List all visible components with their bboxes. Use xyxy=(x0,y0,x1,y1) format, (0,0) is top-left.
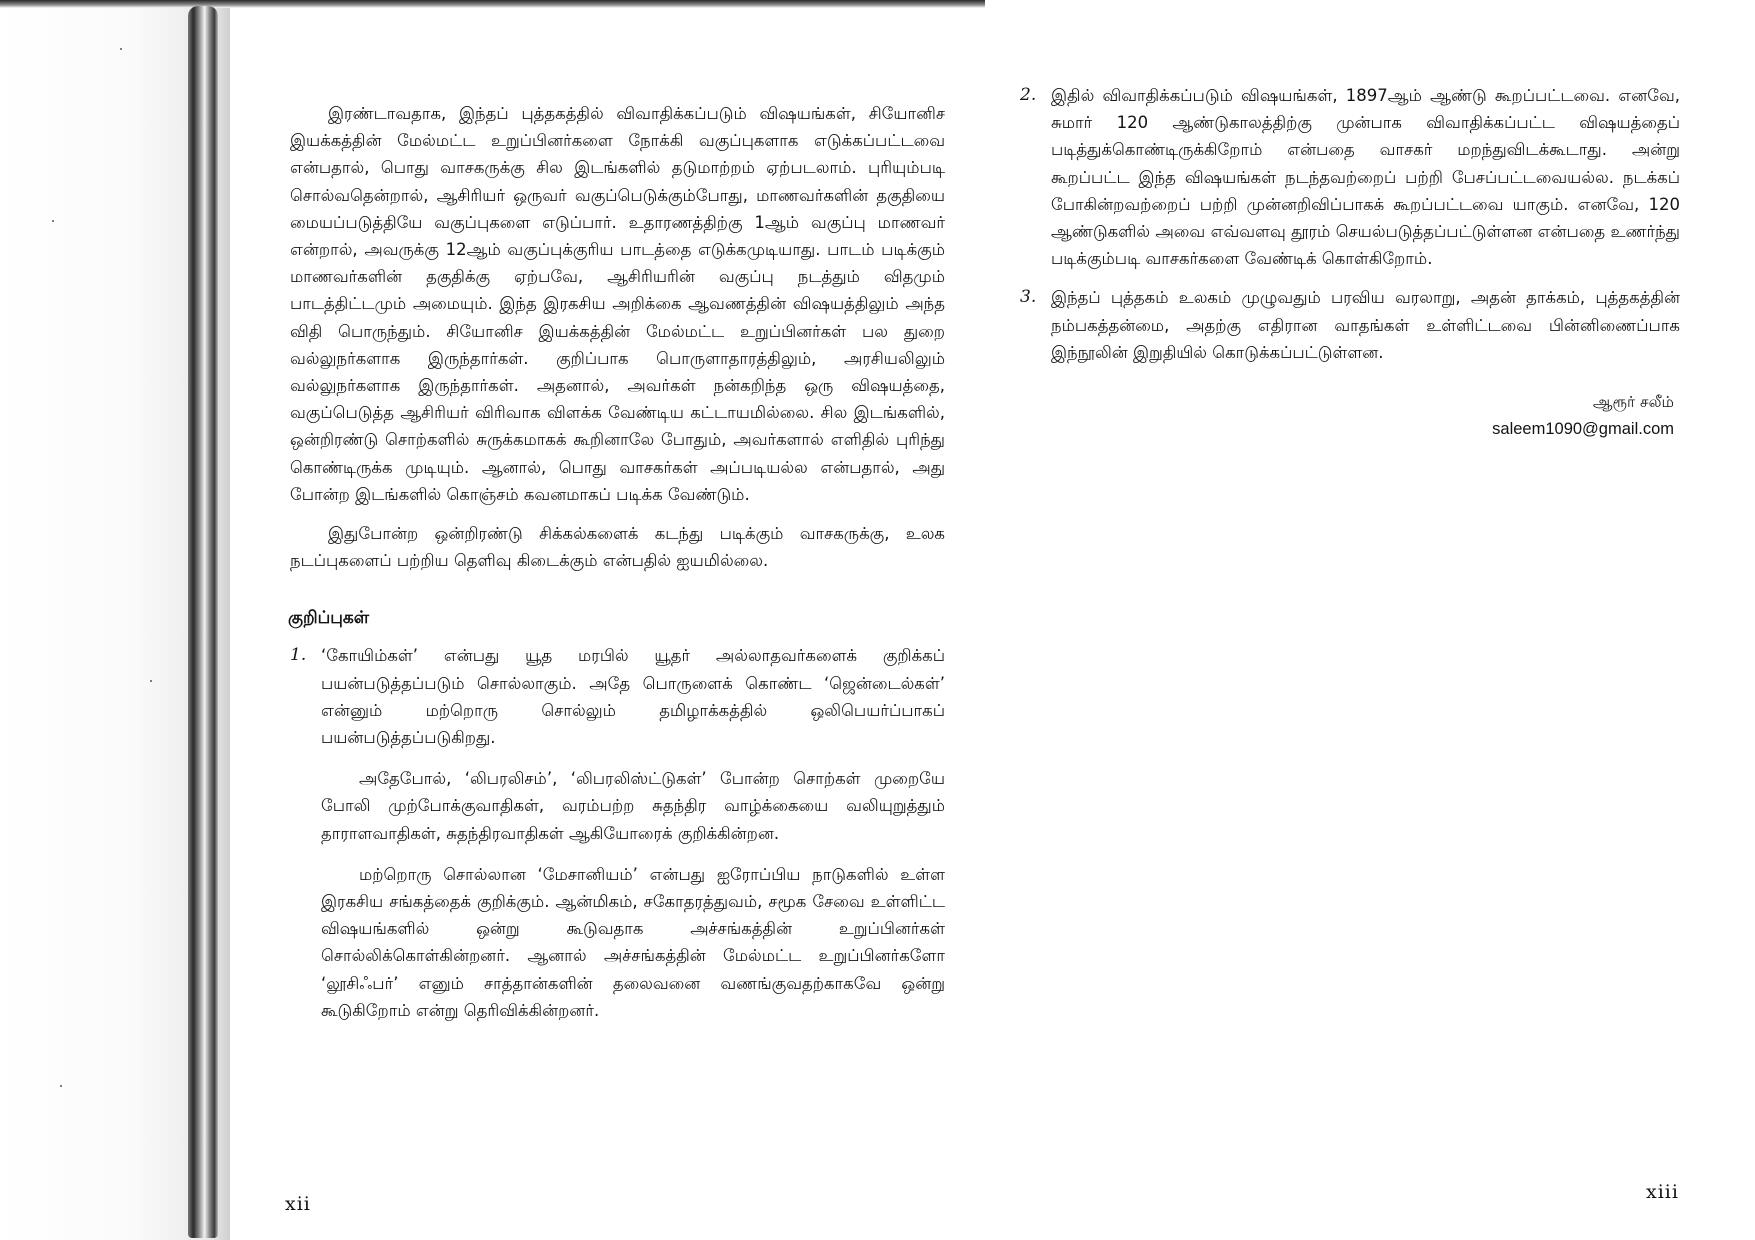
scan-speck xyxy=(52,220,54,222)
page-number-left: xii xyxy=(285,1193,311,1215)
note-number: 1. xyxy=(290,645,307,666)
left-page xyxy=(290,100,945,1024)
note-item xyxy=(290,642,945,1024)
signature-block xyxy=(1020,390,1680,441)
scan-speck xyxy=(150,680,152,682)
scan-speck xyxy=(120,48,122,50)
note-paragraph: மற்றொரு சொல்லான ‘மேசானியம்’ என்பது ஐரோப்பிய நாடுகளில் உள்ள இரகசிய சங்கத்தைக் குறிக்கும். ஆன்மிகம், சகோதரத்துவம், சமூக சேவை உள்ளிட்ட விஷயங்களில் ஒன்று கூடுவதாக அச்சங்கத்தின் உறுப்பினர்கள் சொல்லிக்கொள்கின்றனர். ஆனால் அச்சங்கத்தின் மேல்மட்ட உறுப்பினர்களோ ‘லூசிஃபர்’ எனும் சாத்தான்களின் தலைவனை வணங்குவதற்காகவே ஒன்று கூடுகிறோம் என்று தெரிவிக்கின்றனர். xyxy=(321,864,945,1020)
note-paragraph: இதில் விவாதிக்கப்படும் விஷயங்கள், 1897ஆம் ஆண்டு கூறப்பட்டவை. எனவே, சுமார் 120 ஆண்டுகாலத்திற்கு முன்பாக விவாதிக்கப்பட்ட விஷயத்தைப் படித்துக்கொண்டிருக்கிறோம் என்பதை வாசகர் மறந்துவிடக்கூடாது. அன்று கூறப்பட்ட இந்த விஷயங்கள் நடந்தவற்றைப் பற்றி பேசப்பட்டவையல்ல. நடக்கப் போகின்றவற்றைப் பற்றி முன்னறிவிப்பாகக் கூறப்பட்டவை யாகும். எனவே, 120 ஆண்டுகளில் அவை எவ்வளவு தூரம் செயல்படுத்தப்பட்டுள்ளன என்பதை உணர்ந்து படிக்கும்படி வாசகர்களை வேண்டிக் கொள்கிறோம். xyxy=(1051,86,1680,269)
scan-speck xyxy=(60,1085,62,1087)
note-paragraph: இந்தப் புத்தகம் உலகம் முழுவதும் பரவிய வரலாறு, அதன் தாக்கம், புத்தகத்தின் நம்பகத்தன்மை, அதற்கு எதிரான வாதங்கள் உள்ளிட்டவை பின்னிணைப்பாக இந்நூலின் இறுதியில் கொடுக்கப்பட்டுள்ளன. xyxy=(1051,288,1680,362)
body-paragraph: இரண்டாவதாக, இந்தப் புத்தகத்தில் விவாதிக்கப்படும் விஷயங்கள், சியோனிச இயக்கத்தின் மேல்மட்ட உறுப்பினர்களை நோக்கி வகுப்புகளாக எடுக்கப்பட்டவை என்பதால், பொது வாசகருக்கு சில இடங்களில் தடுமாற்றம் ஏற்படலாம். புரியும்படி சொல்வதென்றால், ஆசிரியர் ஒருவர் வகுப்பெடுக்கும்போது, மாணவர்களின் தகுதியை மையப்படுத்தியே வகுப்புகளை எடுப்பார். உதாரணத்திற்கு 1ஆம் வகுப்பு மாணவர் என்றால், அவருக்கு 12ஆம் வகுப்புக்குரிய பாடத்தை எடுக்கமுடியாது. பாடம் படிக்கும் மாணவர்களின் தகுதிக்கு ஏற்பவே, ஆசிரியரின் வகுப்பு நடத்தும் விதமும் பாடத்திட்டமும் அமையும். இந்த இரகசிய அறிக்கை ஆவணத்தின் விஷயத்திலும் அந்த விதி பொருந்தும். சியோனிச இயக்கத்தின் மேல்மட்ட உறுப்பினர்கள் பல துறை வல்லுநர்களாக இருந்தார்கள். குறிப்பாக பொருளாதாரத்திலும், அரசியலிலும் வல்லுநர்களாக இருந்தார்கள். அதனால், அவர்கள் நன்கறிந்த ஒரு விஷயத்தை, வகுப்பெடுத்த ஆசிரியர் விரிவாக விளக்க வேண்டிய கட்டாயமில்லை. சில இடங்களில், ஒன்றிரண்டு சொற்களில் சுருக்கமாகக் கூறினாலே போதும், அவர்களால் எளிதில் புரிந்து கொண்டிருக்க முடியும். ஆனால், பொது வாசகர்கள் அப்படியல்ல என்பதால், அது போன்ற இடங்களில் கொஞ்சம் கவனமாகப் படிக்க வேண்டும். xyxy=(290,104,945,504)
signature-email: saleem1090@gmail.com xyxy=(1492,420,1674,439)
notes-list xyxy=(1020,82,1680,366)
page-number-right: xiii xyxy=(1646,1181,1679,1203)
note-item xyxy=(1020,82,1680,272)
note-number: 2. xyxy=(1020,85,1037,105)
note-number: 3. xyxy=(1020,287,1037,308)
notes-heading: குறிப்புகள் xyxy=(288,608,370,629)
notes-list xyxy=(290,642,945,1024)
note-paragraph: ‘கோயிம்கள்’ என்பது யூத மரபில் யூதர் அல்லாதவர்களைக் குறிக்கப் பயன்படுத்தப்படும் சொல்லாகும். அதே பொருளைக் கொண்ட ‘ஜென்டைல்கள்’ என்னும் மற்றொரு சொல்லும் தமிழாக்கத்தில் ஒலிபெயர்ப்பாகப் பயன்படுத்தப்படுகிறது. xyxy=(321,646,945,748)
body-paragraph: இதுபோன்ற ஒன்றிரண்டு சிக்கல்களைக் கடந்து படிக்கும் வாசகருக்கு, உலக நடப்புகளைப் பற்றிய தெளிவு கிடைக்கும் என்பதில் ஐயமில்லை. xyxy=(290,524,945,571)
page-top-edge xyxy=(0,0,985,8)
note-paragraph: அதேபோல், ‘லிபரலிசம்’, ‘லிபரலிஸ்ட்டுகள்’ போன்ற சொற்கள் முறையே போலி முற்போக்குவாதிகள், வரம்பற்ற சுதந்திர வாழ்க்கையை வலியுறுத்தும் தாராளவாதிகள், சுதந்திரவாதிகள் ஆகியோரைக் குறிக்கின்றன. xyxy=(321,769,945,843)
right-page xyxy=(1020,82,1680,441)
note-item xyxy=(1020,284,1680,366)
book-spine xyxy=(188,6,218,1238)
signature-name: ஆரூர் சலீம் xyxy=(1592,393,1674,412)
